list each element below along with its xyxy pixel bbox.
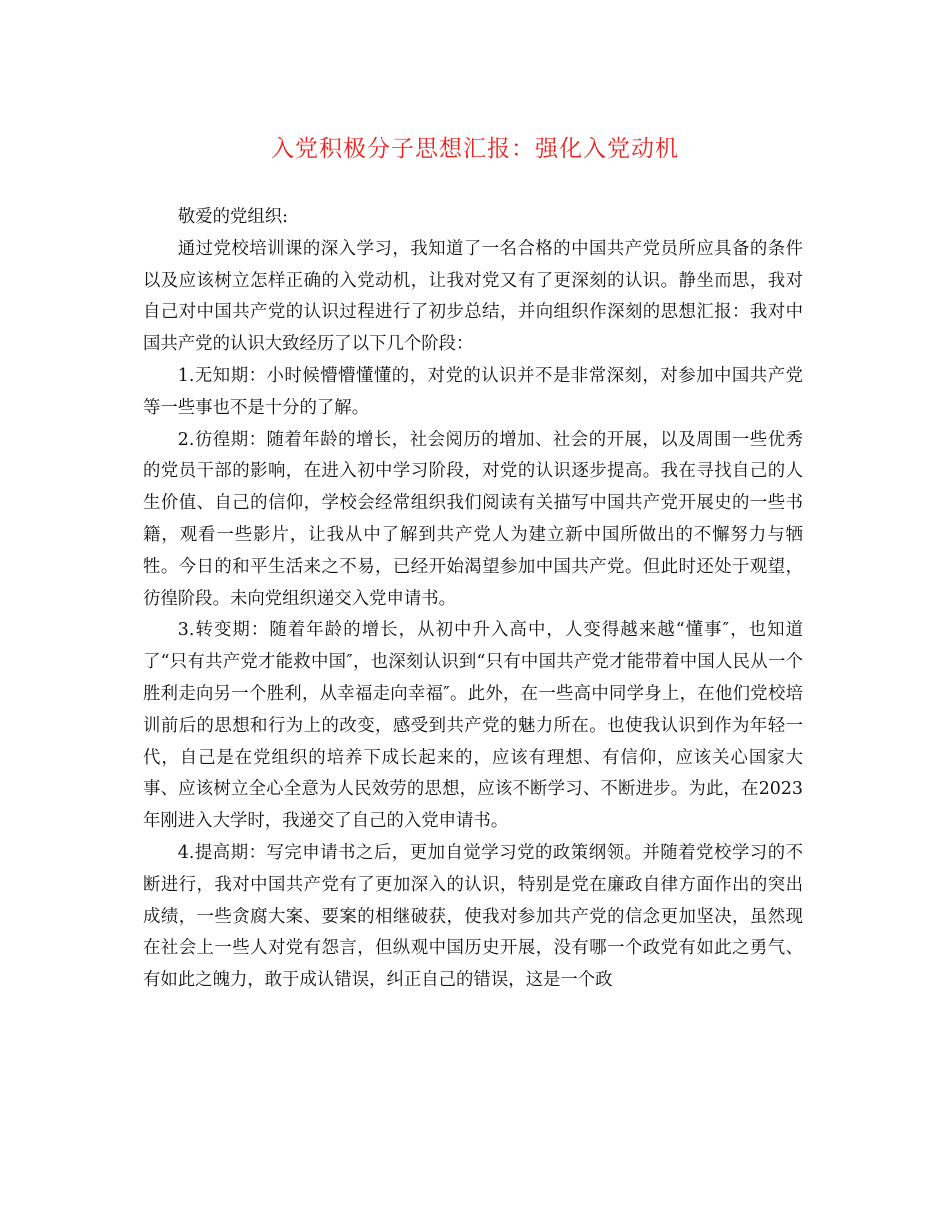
- paragraph-intro: 通过党校培训课的深入学习，我知道了一名合格的中国共产党员所应具备的条件以及应该树立怎样正确的入党动机，让我对党又有了更深刻的认识。静坐而思，我对自己对中国共产党的认识过程进行了初步总结，并向组织作深刻的思想汇报：我对中国共产党的认识大致经历了以下几个阶段：: [143, 238, 803, 355]
- document-title: 入党积极分子思想汇报：强化入党动机: [271, 136, 679, 162]
- document-body: [143, 202, 803, 997]
- paragraph-stage-3: 3.转变期：随着年龄的增长，从初中升入高中，人变得越来越“懂事″，也知道了“只有共产党才能救中国″，也深刻认识到“只有中国共产党才能带着中国人民从一个胜利走向另一个胜利，从幸福走向幸福″。此外，在一些高中同学身上，在他们党校培训前后的思想和行为上的改变，感受到共产党的魅力所在。也使我认识到作为年轻一代，自己是在党组织的培养下成长起来的，应该有理想、有信仰，应该关心国家大事、应该树立全心全意为人民效劳的思想，应该不断学习、不断进步。为此，在2023年刚进入大学时，我递交了自己的入党申请书。: [143, 620, 803, 832]
- salutation: 敬爱的党组织:: [177, 207, 289, 227]
- paragraph-stage-4: 4.提高期：写完申请书之后，更加自觉学习党的政策纲领。并随着党校学习的不断进行，我对中国共产党有了更加深入的认识，特别是党在廉政自律方面作出的突出成绩，一些贪腐大案、要案的相继破获，使我对参加共产党的信念更加坚决，虽然现在社会上一些人对党有怨言，但纵观中国历史开展，没有哪一个政党有如此之勇气、有如此之魄力，敢于成认错误，纠正自己的错误，这是一个政: [143, 842, 803, 991]
- paragraph-stage-1: 1.无知期：小时候懵懵懂懂的，对党的认识并不是非常深刻，对参加中国共产党等一些事也不是十分的了解。: [143, 365, 803, 418]
- paragraph-stage-2: 2.彷徨期：随着年龄的增长，社会阅历的增加、社会的开展，以及周围一些优秀的党员干部的影响，在进入初中学习阶段，对党的认识逐步提高。我在寻找自己的人生价值、自己的信仰，学校会经常组织我们阅读有关描写中国共产党开展史的一些书籍，观看一些影片，让我从中了解到共产党人为建立新中国所做出的不懈努力与牺牲。今日的和平生活来之不易，已经开始渴望参加中国共产党。但此时还处于观望，彷徨阶段。未向党组织递交入党申请书。: [143, 429, 803, 609]
